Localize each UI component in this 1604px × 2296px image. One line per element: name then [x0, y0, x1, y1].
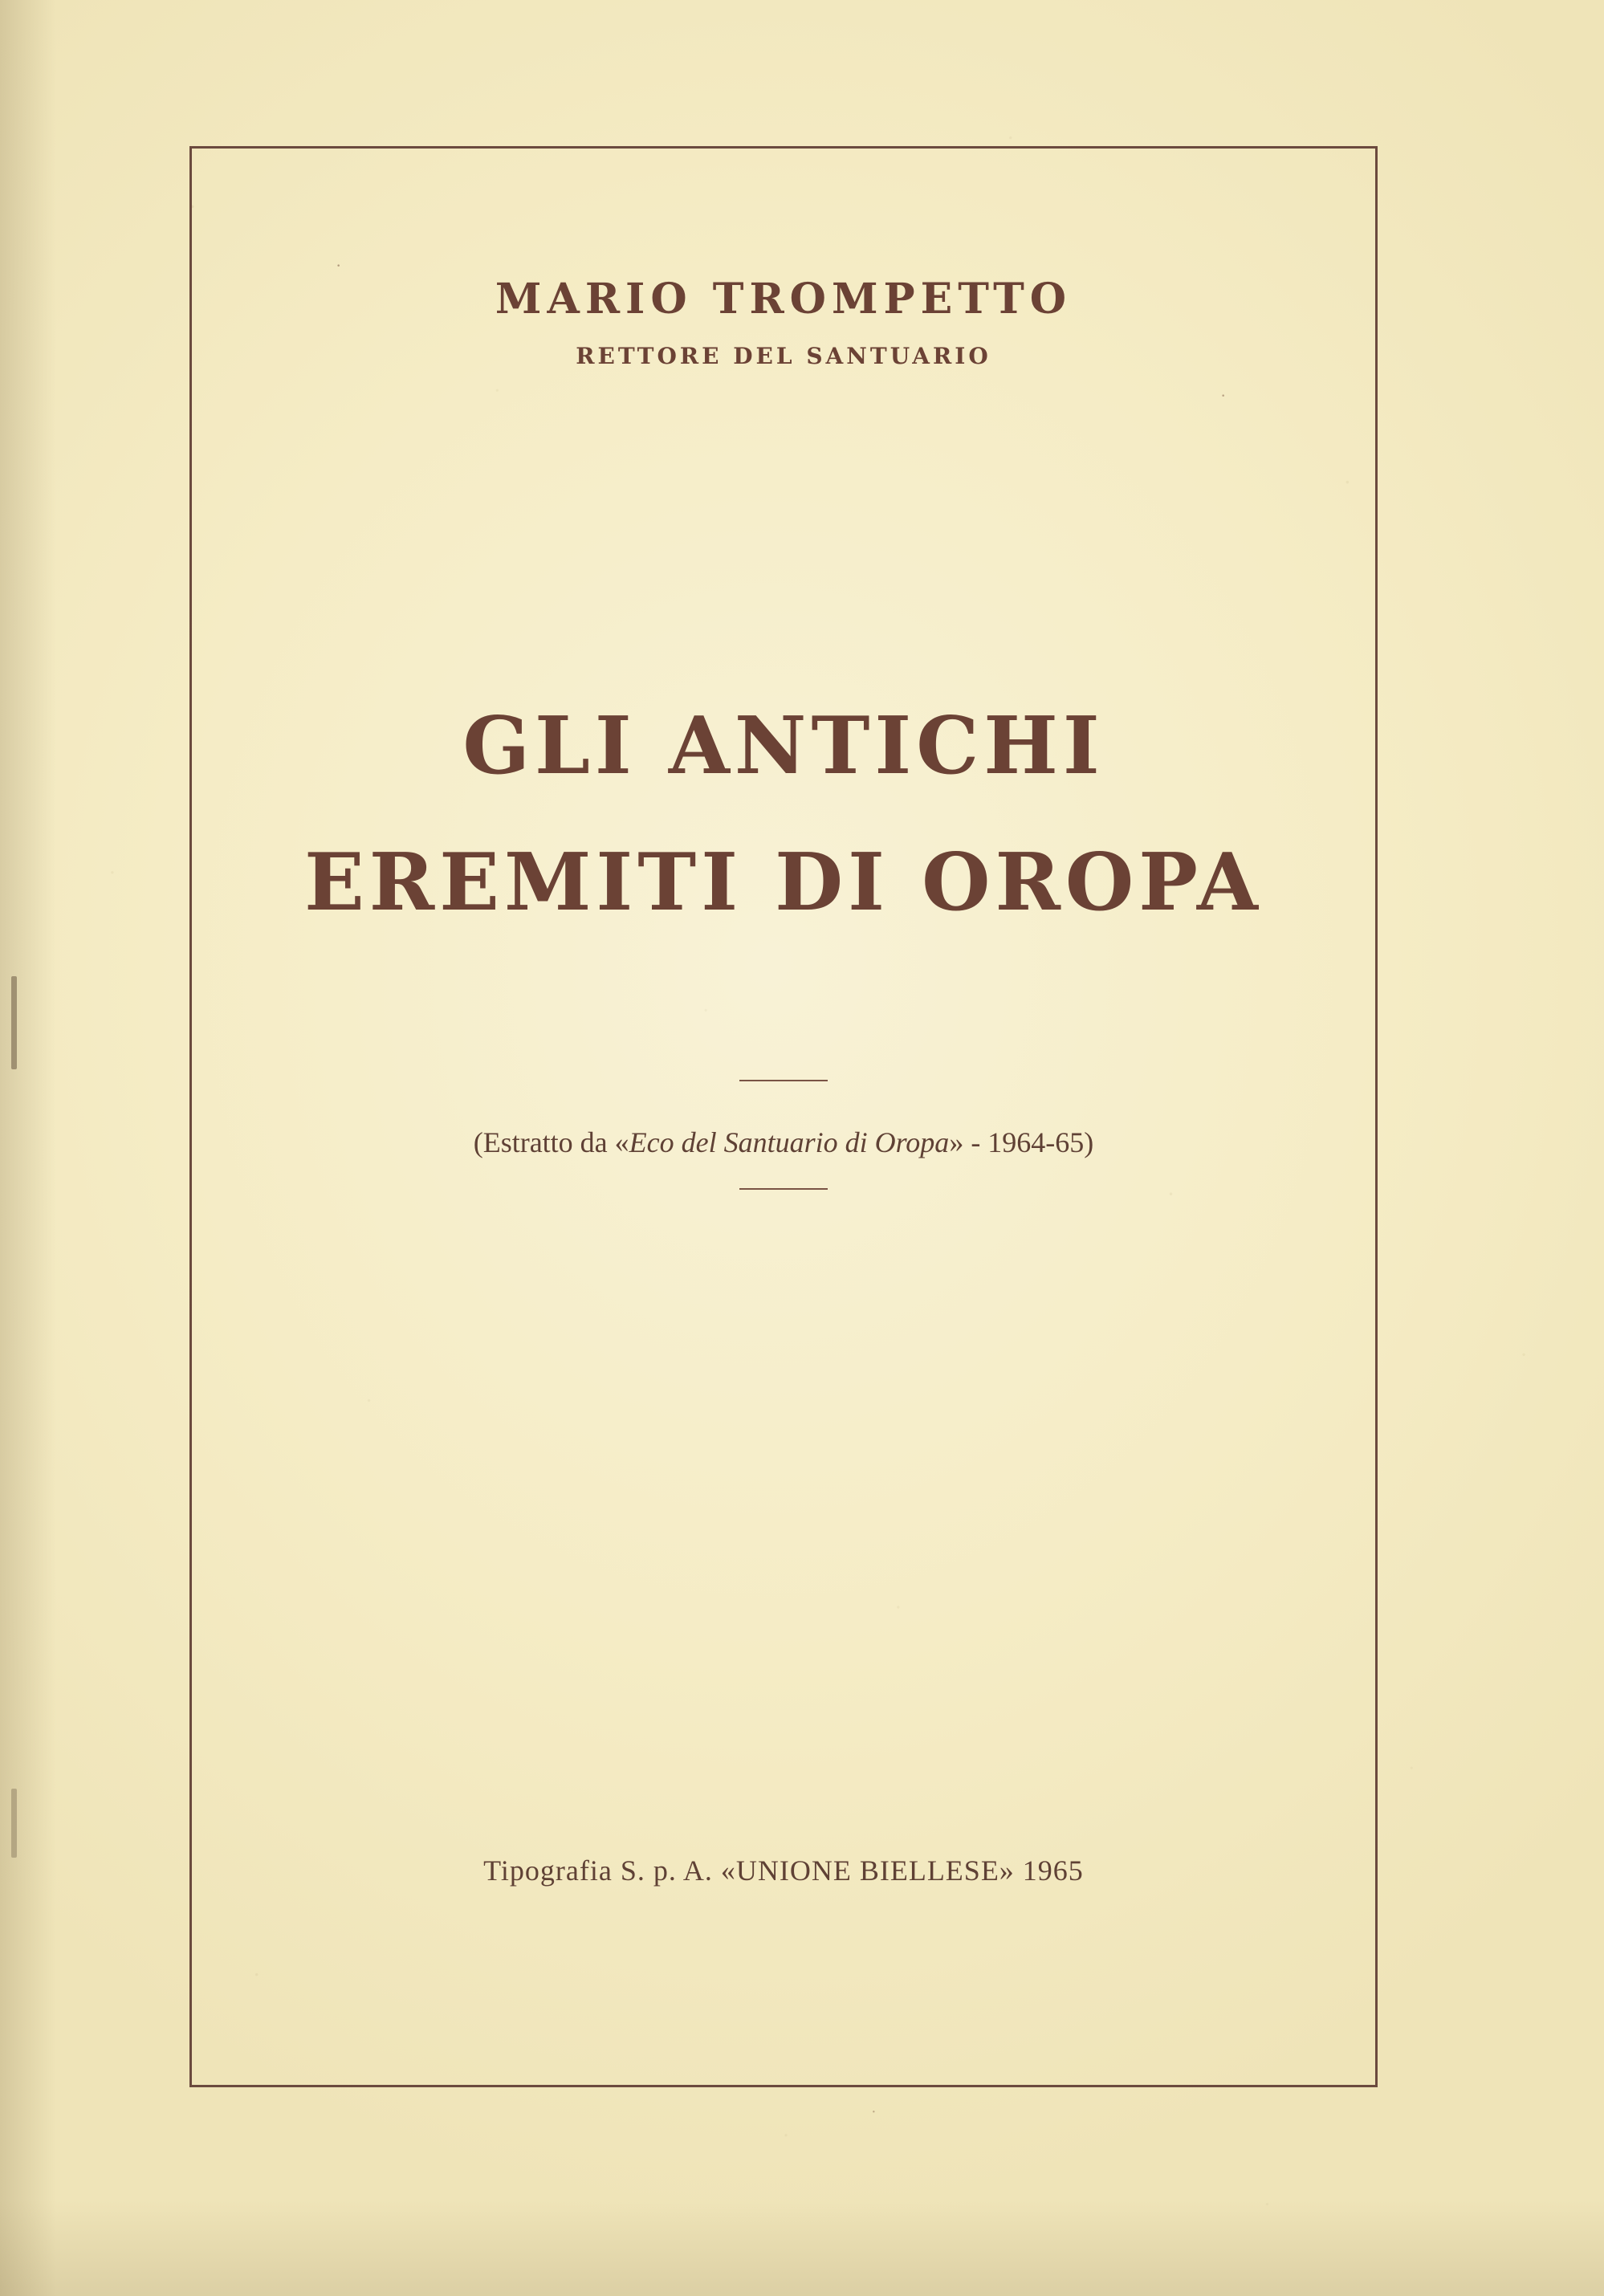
ink-speck-mark-1: ·	[336, 255, 342, 275]
printer-imprint: Tipografia S. p. A. «UNIONE BIELLESE» 1965	[483, 1854, 1084, 1887]
bottom-edge-shadow	[0, 2200, 1604, 2296]
title-line-2: EREMITI DI OROPA	[304, 837, 1263, 929]
staple-mark-top	[11, 976, 17, 1069]
extract-prefix: (Estratto da «	[473, 1126, 629, 1158]
author-name: MARIO TROMPETTO	[495, 275, 1073, 324]
author-role: RETTORE DEL SANTUARIO	[576, 343, 991, 369]
title-line-1: GLI ANTICHI	[462, 700, 1105, 792]
left-edge-shadow	[0, 0, 56, 2296]
ink-speck-mark-2: ·	[1220, 385, 1227, 405]
ink-speck-mark-3: ·	[871, 2103, 877, 2121]
staple-mark-bottom	[11, 1789, 17, 1858]
divider-rule-above-extract	[739, 1080, 828, 1081]
extract-source-title: Eco del Santuario di Oropa	[629, 1126, 950, 1158]
cover-content	[189, 146, 1378, 2087]
divider-rule-below-extract	[739, 1188, 828, 1190]
extract-note	[189, 1126, 1378, 1159]
extract-suffix: » - 1964-65)	[949, 1126, 1094, 1158]
